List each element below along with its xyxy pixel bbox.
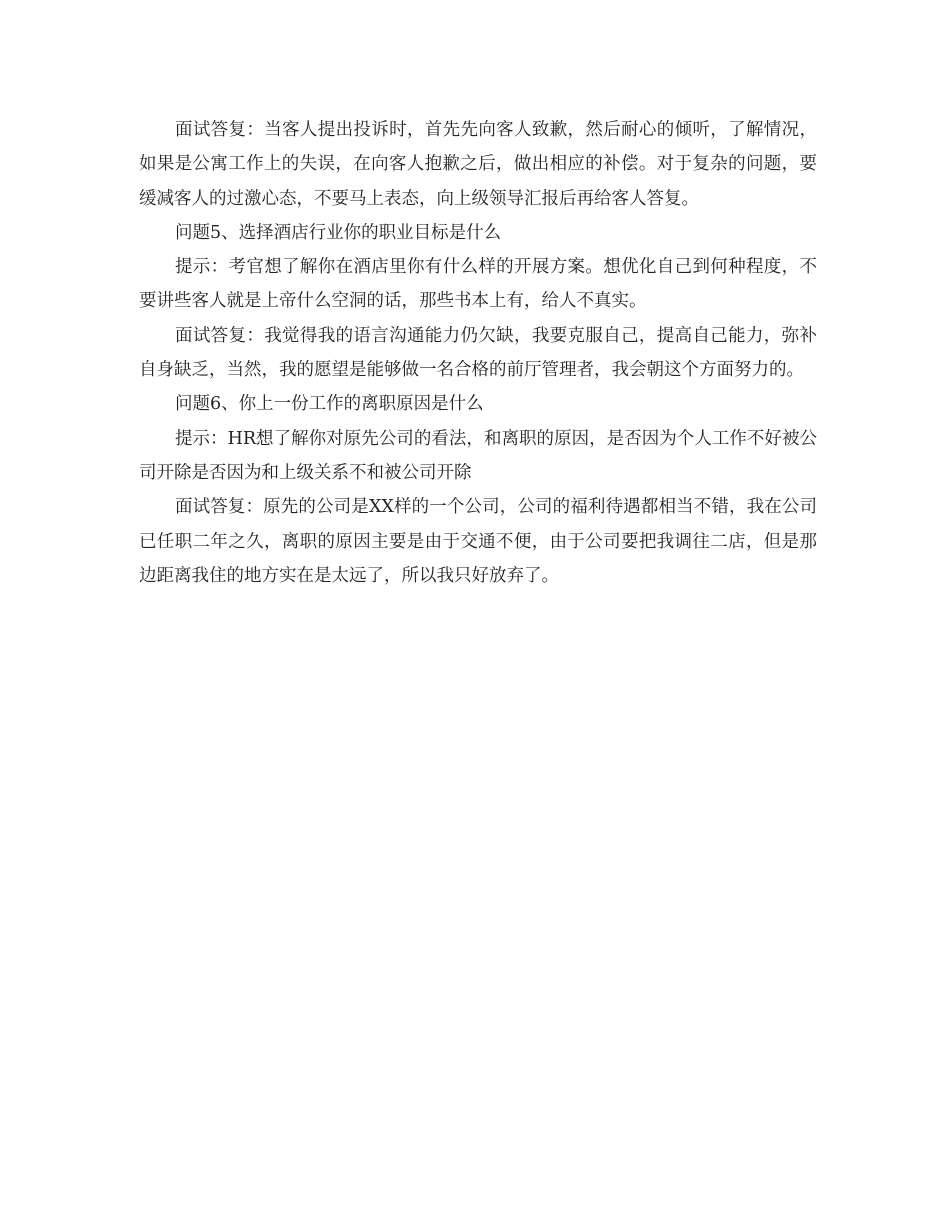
question-heading: 问题6、你上一份工作的离职原因是什么	[175, 394, 484, 415]
hint-paragraph: 提示：考官想了解你在酒店里你有什么样的开展方案。想优化自己到何种程度，不要讲些客人就是上帝什么空洞的话，那些书本上有，给人不真实。	[139, 257, 817, 312]
answer-paragraph: 面试答复：当客人提出投诉时，首先先向客人致歉，然后耐心的倾听，了解情况，如果是公寓工作上的失误，在向客人抱歉之后，做出相应的补偿。对于复杂的问题，要缓减客人的过激心态，不要马上表态，向上级领导汇报后再给客人答复。	[139, 120, 817, 209]
hint-paragraph: 提示：HR想了解你对原先公司的看法，和离职的原因，是否因为个人工作不好被公司开除是否因为和上级关系不和被公司开除	[139, 428, 817, 483]
answer-paragraph: 面试答复：我觉得我的语言沟通能力仍欠缺，我要克服自己，提高自己能力，弥补自身缺乏，当然，我的愿望是能够做一名合格的前厅管理者，我会朝这个方面努力的。	[139, 325, 817, 381]
question-heading: 问题5、选择酒店行业你的职业目标是什么	[175, 222, 502, 243]
document-body	[139, 113, 817, 593]
answer-paragraph: 面试答复：原先的公司是XX样的一个公司，公司的福利待遇都相当不错，我在公司已任职二年之久，离职的原因主要是由于交通不便，由于公司要把我调往二店，但是那边距离我住的地方实在是太远了，所以我只好放弃了。	[139, 497, 817, 586]
